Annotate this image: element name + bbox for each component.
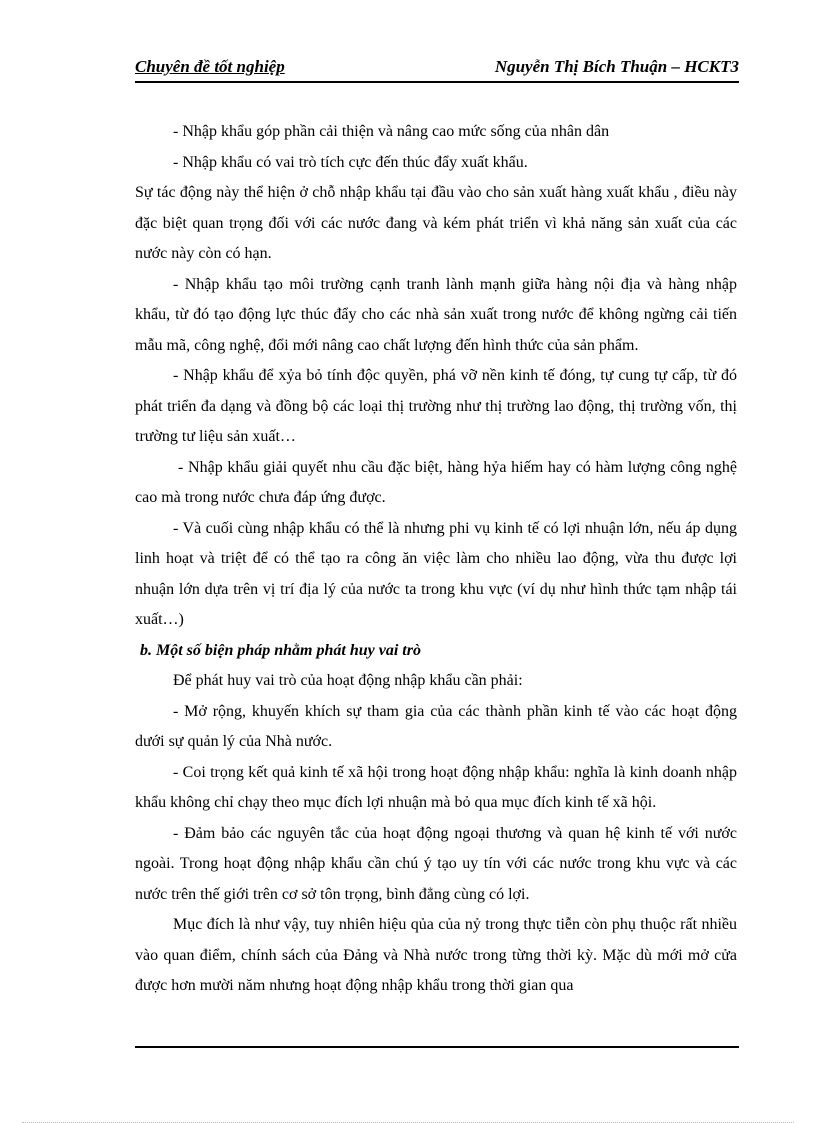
paragraph: Để phát huy vai trò của hoạt động nhập khẩu cần phải:: [173, 672, 523, 689]
paragraph: - Và cuối cùng nhập khẩu có thể là nhưng phi vụ kinh tế có lợi nhuận lớn, nếu áp dụng linh hoạt và triệt để có thể tạo ra công ăn việc làm cho nhiều lao động, vừa thu được lợi nhuận lớn dựa trên vị trí địa lý của nước ta trong khu vực (ví dụ như hình thức tạm nhập tái xuất…): [135, 519, 737, 628]
paragraph: - Coi trọng kết quả kinh tế xã hội trong hoạt động nhập khẩu: nghĩa là kinh doanh nhập khẩu không chỉ chạy theo mục đích lợi nhuận mà bỏ qua mục đích kinh tế xã hội.: [135, 763, 737, 811]
header-author: Nguyễn Thị Bích Thuận – HCKT3: [494, 57, 739, 76]
paragraph: - Nhập khẩu để xỷa bỏ tính độc quyền, phá vỡ nền kinh tế đóng, tự cung tự cấp, từ đó phát triển đa dạng và đồng bộ các loại thị trường như thị trường lao động, thị trường vốn, thị trường tư liệu sản xuất…: [135, 367, 737, 445]
footer-rule: [135, 1046, 739, 1048]
paragraph: Sự tác động này thể hiện ở chỗ nhập khẩu tại đầu vào cho sản xuất hàng xuất khẩu , điều này đặc biệt quan trọng đối với các nước đang và kém phát triển vì khả năng sản xuất của các nước này còn có hạn.: [135, 184, 737, 262]
section-heading: b. Một số biện pháp nhằm phát huy vai trò: [140, 641, 421, 659]
paragraph: Mục đích là như vậy, tuy nhiên hiệu qủa của nỷ trong thực tiễn còn phụ thuộc rất nhiều vào quan điểm, chính sách của Đảng và Nhà nước trong từng thời kỳ. Mặc dù mới mở cửa được hơn mười năm nhưng hoạt động nhập khẩu trong thời gian qua: [135, 916, 737, 994]
paragraph: - Mở rộng, khuyến khích sự tham gia của các thành phần kinh tế vào các hoạt động dưới sự quản lý của Nhà nước.: [135, 702, 737, 750]
paragraph: - Nhập khẩu góp phần cải thiện và nâng cao mức sống của nhân dân: [173, 123, 610, 140]
header-document-title: Chuyên đề tốt nghiệp: [135, 57, 285, 76]
page-header: [135, 55, 739, 83]
page-body: [135, 117, 737, 1002]
paragraph: - Đảm bảo các nguyên tắc của hoạt động ngoại thương và quan hệ kinh tế với nước ngoài. Trong hoạt động nhập khẩu cần chú ý tạo uy tín với các nước trong khu vực và các nước trên thế giới trên cơ sở tôn trọng, bình đẳng cùng có lợi.: [135, 824, 737, 903]
paragraph: - Nhập khẩu tạo môi trường cạnh tranh lành mạnh giữa hàng nội địa và hàng nhập khẩu, từ đó tạo động lực thúc đẩy cho các nhà sản xuất trong nước để không ngừng cải tiến mẫu mã, công nghệ, đổi mới nâng cao chất lượng đến hình thức của sản phẩm.: [135, 275, 737, 354]
paragraph: - Nhập khẩu có vai trò tích cực đến thúc đẩy xuất khẩu.: [173, 153, 528, 171]
paragraph: - Nhập khẩu giải quyết nhu cầu đặc biệt, hàng hỷa hiếm hay có hàm lượng công nghệ cao mà trong nước chưa đáp ứng được.: [135, 458, 737, 506]
